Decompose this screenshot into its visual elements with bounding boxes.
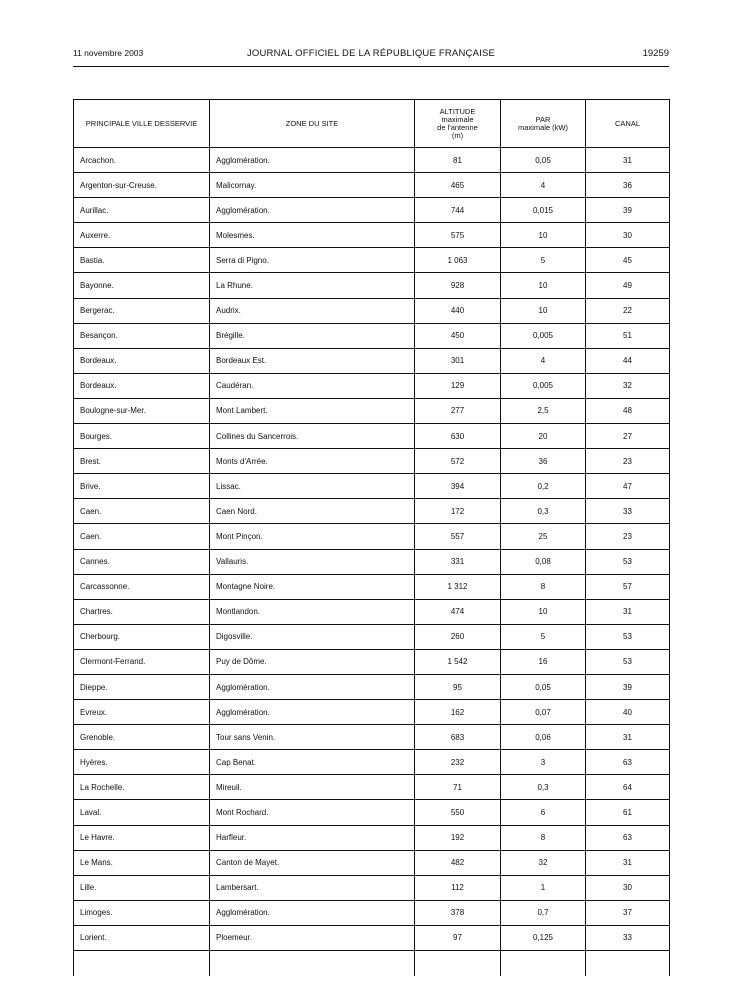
cell-altitude: 277 bbox=[415, 398, 501, 423]
cell-altitude: 683 bbox=[415, 725, 501, 750]
cell-canal: 48 bbox=[586, 398, 670, 423]
table-row bbox=[74, 925, 670, 950]
cell-ville: Lorient. bbox=[74, 925, 210, 950]
cell-altitude: 482 bbox=[415, 850, 501, 875]
column-header-par bbox=[501, 100, 586, 148]
cell-canal: 23 bbox=[586, 449, 670, 474]
cell-par: 20 bbox=[501, 424, 586, 449]
cell-zone: Mont Rochard. bbox=[210, 800, 415, 825]
cell-par: 0,7 bbox=[501, 900, 586, 925]
cell-zone: Tour sans Venin. bbox=[210, 725, 415, 750]
cell-par: 0,05 bbox=[501, 148, 586, 173]
cell-par: 0,3 bbox=[501, 775, 586, 800]
cell-par: 6 bbox=[501, 800, 586, 825]
cell-canal: 22 bbox=[586, 298, 670, 323]
cell-canal: 30 bbox=[586, 223, 670, 248]
cell-canal: 40 bbox=[586, 700, 670, 725]
cell-zone: Agglomération. bbox=[210, 900, 415, 925]
cell-par: 3 bbox=[501, 750, 586, 775]
table-row bbox=[74, 700, 670, 725]
table-body bbox=[74, 148, 670, 977]
cell-par: 0,125 bbox=[501, 925, 586, 950]
table-row bbox=[74, 373, 670, 398]
cell-altitude: 192 bbox=[415, 825, 501, 850]
cell-par: 10 bbox=[501, 599, 586, 624]
cell-canal: 33 bbox=[586, 499, 670, 524]
table-row bbox=[74, 248, 670, 273]
cell-altitude: 71 bbox=[415, 775, 501, 800]
cell-zone bbox=[210, 951, 415, 977]
cell-ville: Bordeaux. bbox=[74, 373, 210, 398]
cell-zone: Agglomération. bbox=[210, 198, 415, 223]
cell-ville: Brest. bbox=[74, 449, 210, 474]
cell-altitude: 1 312 bbox=[415, 574, 501, 599]
cell-canal: 53 bbox=[586, 549, 670, 574]
table-row bbox=[74, 574, 670, 599]
column-header-ville: PRINCIPALE VILLE DESSERVIE bbox=[74, 100, 210, 148]
cell-zone: Molesmes. bbox=[210, 223, 415, 248]
cell-ville: Hyères. bbox=[74, 750, 210, 775]
cell-ville: Arcachon. bbox=[74, 148, 210, 173]
cell-altitude: 450 bbox=[415, 323, 501, 348]
table-row bbox=[74, 624, 670, 649]
table-row bbox=[74, 800, 670, 825]
cell-canal: 30 bbox=[586, 875, 670, 900]
cell-zone: Canton de Mayet. bbox=[210, 850, 415, 875]
par-header-line: maximale (kW) bbox=[518, 122, 568, 132]
cell-zone: Agglomération. bbox=[210, 674, 415, 699]
cell-canal: 61 bbox=[586, 800, 670, 825]
table-row bbox=[74, 298, 670, 323]
cell-ville: La Rochelle. bbox=[74, 775, 210, 800]
table-row bbox=[74, 348, 670, 373]
cell-canal: 39 bbox=[586, 198, 670, 223]
cell-canal: 57 bbox=[586, 574, 670, 599]
cell-zone: Cap Benat. bbox=[210, 750, 415, 775]
table-row bbox=[74, 951, 670, 977]
cell-canal: 44 bbox=[586, 348, 670, 373]
cell-ville: Bergerac. bbox=[74, 298, 210, 323]
cell-altitude: 928 bbox=[415, 273, 501, 298]
cell-par: 36 bbox=[501, 449, 586, 474]
journal-title: JOURNAL OFFICIEL DE LA RÉPUBLIQUE FRANÇAISE bbox=[246, 48, 496, 59]
cell-altitude: 97 bbox=[415, 925, 501, 950]
column-header-altitude bbox=[415, 100, 501, 148]
cell-ville: Limoges. bbox=[74, 900, 210, 925]
cell-zone: Mont Pinçon. bbox=[210, 524, 415, 549]
table-row bbox=[74, 649, 670, 674]
cell-par: 10 bbox=[501, 223, 586, 248]
cell-canal: 53 bbox=[586, 649, 670, 674]
cell-canal: 49 bbox=[586, 273, 670, 298]
cell-canal: 64 bbox=[586, 775, 670, 800]
cell-ville: Brive. bbox=[74, 474, 210, 499]
cell-par: 5 bbox=[501, 624, 586, 649]
cell-zone: Caudéran. bbox=[210, 373, 415, 398]
table-row bbox=[74, 900, 670, 925]
cell-canal: 27 bbox=[586, 424, 670, 449]
cell-canal: 37 bbox=[586, 900, 670, 925]
cell-altitude: 378 bbox=[415, 900, 501, 925]
altitude-header-line: maximale bbox=[441, 114, 474, 124]
table-row bbox=[74, 825, 670, 850]
altitude-header-line: de l'antenne bbox=[437, 122, 478, 132]
cell-ville: Dieppe. bbox=[74, 674, 210, 699]
cell-par: 4 bbox=[501, 348, 586, 373]
cell-altitude: 172 bbox=[415, 499, 501, 524]
table-row bbox=[74, 474, 670, 499]
cell-altitude: 550 bbox=[415, 800, 501, 825]
cell-canal: 31 bbox=[586, 148, 670, 173]
cell-canal: 32 bbox=[586, 373, 670, 398]
cell-zone: Agglomération. bbox=[210, 148, 415, 173]
table-row bbox=[74, 850, 670, 875]
cell-zone: Bordeaux Est. bbox=[210, 348, 415, 373]
cell-canal: 31 bbox=[586, 599, 670, 624]
column-header-zone: ZONE DU SITE bbox=[210, 100, 415, 148]
cell-zone: Malicornay. bbox=[210, 173, 415, 198]
cell-par: 0,005 bbox=[501, 373, 586, 398]
cell-par bbox=[501, 951, 586, 977]
table-row bbox=[74, 599, 670, 624]
cell-par: 8 bbox=[501, 825, 586, 850]
cell-ville: Clermont-Ferrand. bbox=[74, 649, 210, 674]
cell-altitude: 260 bbox=[415, 624, 501, 649]
cell-par: 8 bbox=[501, 574, 586, 599]
table-row bbox=[74, 273, 670, 298]
cell-canal bbox=[586, 951, 670, 977]
cell-par: 0,3 bbox=[501, 499, 586, 524]
cell-par: 25 bbox=[501, 524, 586, 549]
cell-par: 5 bbox=[501, 248, 586, 273]
cell-ville: Bayonne. bbox=[74, 273, 210, 298]
cell-zone: Monts d'Arrée. bbox=[210, 449, 415, 474]
cell-ville: Besançon. bbox=[74, 323, 210, 348]
table-row bbox=[74, 148, 670, 173]
cell-zone: Montagne Noire. bbox=[210, 574, 415, 599]
cell-ville: Grenoble. bbox=[74, 725, 210, 750]
cell-zone: Vallauris. bbox=[210, 549, 415, 574]
cell-altitude: 465 bbox=[415, 173, 501, 198]
cell-zone: Lambersart. bbox=[210, 875, 415, 900]
cell-ville: Caen. bbox=[74, 499, 210, 524]
table-row bbox=[74, 674, 670, 699]
table-row bbox=[74, 549, 670, 574]
cell-ville: Carcassonne. bbox=[74, 574, 210, 599]
table-row bbox=[74, 173, 670, 198]
cell-canal: 45 bbox=[586, 248, 670, 273]
cell-ville: Auxerre. bbox=[74, 223, 210, 248]
cell-altitude: 232 bbox=[415, 750, 501, 775]
table-row bbox=[74, 398, 670, 423]
cell-altitude: 474 bbox=[415, 599, 501, 624]
par-header-line: PAR bbox=[535, 114, 551, 124]
cell-canal: 33 bbox=[586, 925, 670, 950]
cell-altitude: 575 bbox=[415, 223, 501, 248]
cell-zone: Caen Nord. bbox=[210, 499, 415, 524]
cell-altitude: 440 bbox=[415, 298, 501, 323]
cell-altitude: 1 063 bbox=[415, 248, 501, 273]
cell-ville bbox=[74, 951, 210, 977]
cell-ville: Boulogne-sur-Mer. bbox=[74, 398, 210, 423]
table-row bbox=[74, 323, 670, 348]
cell-ville: Argenton-sur-Creuse. bbox=[74, 173, 210, 198]
cell-canal: 47 bbox=[586, 474, 670, 499]
cell-par: 32 bbox=[501, 850, 586, 875]
table-row bbox=[74, 875, 670, 900]
cell-zone: Mireuil. bbox=[210, 775, 415, 800]
cell-altitude: 81 bbox=[415, 148, 501, 173]
table-header-row bbox=[74, 100, 670, 148]
cell-zone: Brégille. bbox=[210, 323, 415, 348]
cell-canal: 53 bbox=[586, 624, 670, 649]
cell-ville: Le Havre. bbox=[74, 825, 210, 850]
cell-ville: Evreux. bbox=[74, 700, 210, 725]
cell-altitude: 630 bbox=[415, 424, 501, 449]
header-rule bbox=[73, 66, 669, 67]
cell-canal: 63 bbox=[586, 750, 670, 775]
page-header bbox=[73, 48, 669, 64]
cell-altitude: 112 bbox=[415, 875, 501, 900]
cell-par: 0,06 bbox=[501, 725, 586, 750]
cell-zone: La Rhune. bbox=[210, 273, 415, 298]
cell-altitude: 744 bbox=[415, 198, 501, 223]
table-row bbox=[74, 499, 670, 524]
cell-ville: Bordeaux. bbox=[74, 348, 210, 373]
cell-altitude: 557 bbox=[415, 524, 501, 549]
cell-par: 10 bbox=[501, 273, 586, 298]
cell-ville: Lille. bbox=[74, 875, 210, 900]
cell-par: 0,05 bbox=[501, 674, 586, 699]
cell-ville: Cannes. bbox=[74, 549, 210, 574]
cell-canal: 63 bbox=[586, 825, 670, 850]
cell-ville: Laval. bbox=[74, 800, 210, 825]
cell-altitude: 162 bbox=[415, 700, 501, 725]
table-row bbox=[74, 424, 670, 449]
cell-ville: Bourges. bbox=[74, 424, 210, 449]
table-row bbox=[74, 223, 670, 248]
cell-altitude: 95 bbox=[415, 674, 501, 699]
altitude-header-line: ALTITUDE bbox=[439, 106, 476, 116]
cell-par: 4 bbox=[501, 173, 586, 198]
cell-altitude: 394 bbox=[415, 474, 501, 499]
cell-ville: Aurillac. bbox=[74, 198, 210, 223]
publication-date: 11 novembre 2003 bbox=[73, 48, 144, 58]
table-row bbox=[74, 725, 670, 750]
cell-ville: Bastia. bbox=[74, 248, 210, 273]
sites-table bbox=[73, 99, 670, 976]
cell-zone: Collines du Sancerrois. bbox=[210, 424, 415, 449]
cell-canal: 51 bbox=[586, 323, 670, 348]
cell-zone: Audrix. bbox=[210, 298, 415, 323]
cell-par: 0,005 bbox=[501, 323, 586, 348]
cell-zone: Mont Lambert. bbox=[210, 398, 415, 423]
column-header-canal: CANAL bbox=[586, 100, 670, 148]
cell-par: 0,2 bbox=[501, 474, 586, 499]
cell-ville: Caen. bbox=[74, 524, 210, 549]
cell-ville: Cherbourg. bbox=[74, 624, 210, 649]
cell-par: 1 bbox=[501, 875, 586, 900]
cell-zone: Montlandon. bbox=[210, 599, 415, 624]
cell-par: 0,07 bbox=[501, 700, 586, 725]
table-row bbox=[74, 750, 670, 775]
page-number: 19259 bbox=[642, 48, 669, 59]
cell-canal: 31 bbox=[586, 725, 670, 750]
cell-par: 2,5 bbox=[501, 398, 586, 423]
cell-zone: Lissac. bbox=[210, 474, 415, 499]
table-row bbox=[74, 524, 670, 549]
cell-zone: Agglomération. bbox=[210, 700, 415, 725]
cell-canal: 23 bbox=[586, 524, 670, 549]
cell-par: 10 bbox=[501, 298, 586, 323]
cell-altitude: 301 bbox=[415, 348, 501, 373]
cell-zone: Harfleur. bbox=[210, 825, 415, 850]
cell-par: 0,015 bbox=[501, 198, 586, 223]
cell-par: 16 bbox=[501, 649, 586, 674]
cell-zone: Digosville. bbox=[210, 624, 415, 649]
cell-par: 0,08 bbox=[501, 549, 586, 574]
table-row bbox=[74, 198, 670, 223]
table-row bbox=[74, 775, 670, 800]
cell-altitude: 572 bbox=[415, 449, 501, 474]
cell-altitude bbox=[415, 951, 501, 977]
cell-altitude: 1 542 bbox=[415, 649, 501, 674]
cell-canal: 31 bbox=[586, 850, 670, 875]
cell-zone: Ploemeur. bbox=[210, 925, 415, 950]
cell-ville: Chartres. bbox=[74, 599, 210, 624]
cell-canal: 36 bbox=[586, 173, 670, 198]
cell-altitude: 331 bbox=[415, 549, 501, 574]
cell-canal: 39 bbox=[586, 674, 670, 699]
table-row bbox=[74, 449, 670, 474]
cell-zone: Puy de Dôme. bbox=[210, 649, 415, 674]
cell-zone: Serra di Pigno. bbox=[210, 248, 415, 273]
altitude-header-line: (m) bbox=[451, 130, 464, 140]
cell-ville: Le Mans. bbox=[74, 850, 210, 875]
cell-altitude: 129 bbox=[415, 373, 501, 398]
